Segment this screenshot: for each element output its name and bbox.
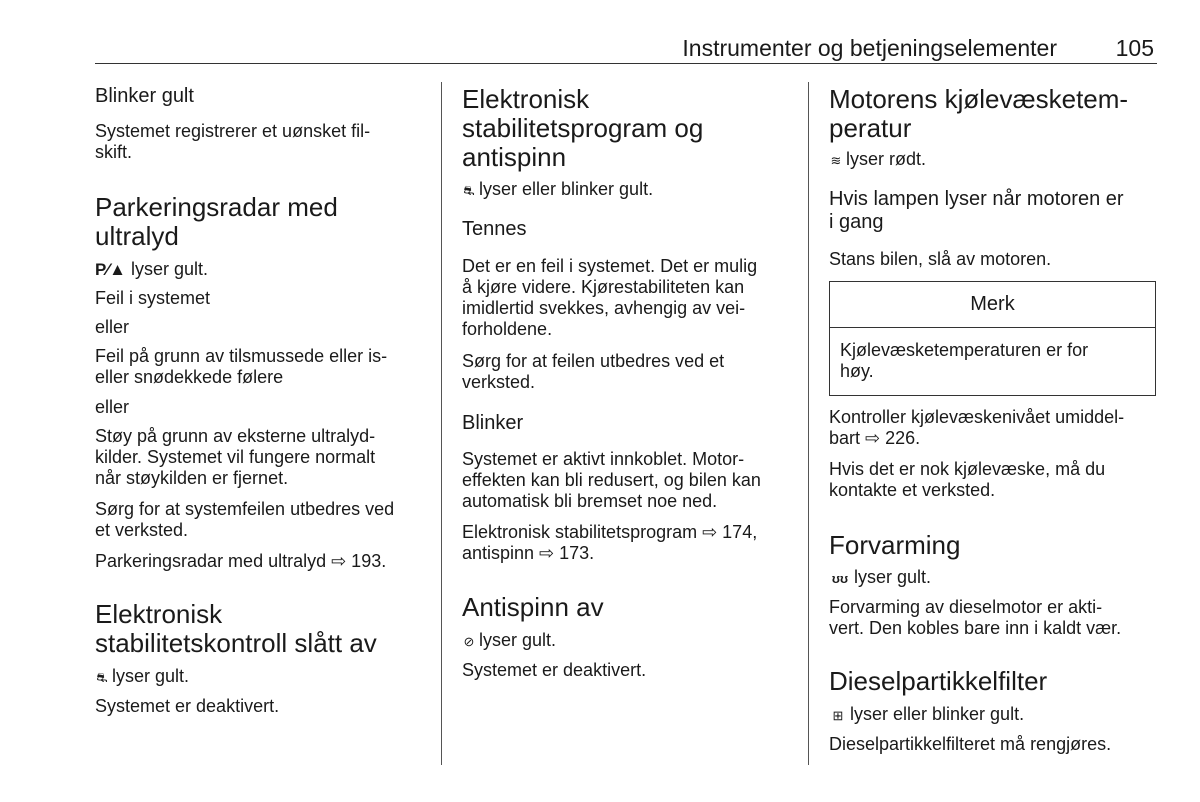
indicator-text: lyser eller blinker gult. — [479, 179, 654, 199]
paragraph: Forvarming av dieselmotor er akti- vert. Den kobles bare inn i kaldt vær. — [829, 597, 1122, 638]
indicator-text: lyser gult. — [479, 630, 557, 650]
paragraph: Støy på grunn av eksterne ultralyd- kilder. Systemet vil fungere normalt når støykilden er fjernet. — [95, 426, 376, 488]
section-heading: Elektronisk stabilitetsprogram og antispinn — [462, 84, 704, 172]
indicator-line — [829, 567, 1159, 589]
subsection-heading: Blinker — [462, 412, 524, 434]
esc-off-icon: ⛐ — [96, 670, 108, 685]
paragraph: Dieselpartikkelfilteret må rengjøres. — [829, 734, 1112, 754]
indicator-text: lyser eller blinker gult. — [850, 704, 1025, 724]
paragraph: Systemet er aktivt innkoblet. Motor- effekten kan bli redusert, og bilen kan automatisk bli bremset noe ned. — [462, 449, 761, 511]
coolant-temperature-icon: ≋ — [830, 153, 842, 168]
paragraph: eller — [95, 397, 130, 417]
paragraph: Feil på grunn av tilsmussede eller is- eller snødekkede følere — [95, 346, 388, 387]
section-heading: Forvarming — [829, 530, 961, 560]
indicator-line — [462, 179, 792, 201]
preheat-coil-icon: ʊʊ — [831, 571, 849, 586]
paragraph: Sørg for at systemfeilen utbedres ved et verksted. — [95, 499, 395, 540]
cross-reference: Elektronisk stabilitetsprogram ⇨ 174, antispinn ⇨ 173. — [462, 522, 758, 563]
note-text: Kjølevæsketemperaturen er for høy. — [840, 340, 1089, 381]
section-heading: Parkeringsradar med ultralyd — [95, 192, 338, 251]
page-number: 105 — [1115, 35, 1154, 61]
section-heading: Dieselpartikkelfilter — [829, 666, 1048, 696]
subsection-heading: Hvis lampen lyser når motoren er i gang — [829, 188, 1124, 233]
indicator-text: lyser rødt. — [846, 149, 927, 169]
indicator-line — [829, 149, 1159, 171]
indicator-text: lyser gult. — [854, 567, 932, 587]
section-heading: Motorens kjølevæsketem- peratur — [829, 84, 1129, 143]
paragraph: eller — [95, 317, 130, 337]
note-box — [829, 281, 1156, 396]
column-divider — [808, 82, 809, 765]
esp-icon: ⛐ — [463, 183, 475, 198]
page-header — [95, 34, 1157, 64]
indicator-line — [95, 259, 425, 280]
paragraph: Systemet er deaktivert. — [95, 696, 280, 716]
cross-reference: Parkeringsradar med ultralyd ⇨ 193. — [95, 551, 387, 571]
indicator-text: lyser gult. — [112, 666, 190, 686]
paragraph: Det er en feil i systemet. Det er mulig å kjøre videre. Kjørestabiliteten kan imidlertid svekkes, avhengig av vei- forholdene. — [462, 256, 758, 339]
chapter-title: Instrumenter og betjeningselementer — [682, 35, 1057, 61]
paragraph: Stans bilen, slå av motoren. — [829, 249, 1052, 269]
section-heading: Antispinn av — [462, 592, 604, 622]
paragraph: Systemet er deaktivert. — [462, 660, 647, 680]
note-heading: Merk — [830, 282, 1155, 328]
indicator-line — [95, 666, 425, 688]
subsection-heading: Tennes — [462, 218, 527, 240]
column-divider — [441, 82, 442, 765]
paragraph: Sørg for at feilen utbedres ved et verksted. — [462, 351, 725, 392]
parking-radar-icon: P⁄▲ — [95, 260, 127, 279]
paragraph: Systemet registrerer et uønsket fil- skift. — [95, 121, 371, 162]
antispin-off-icon: ⊘ — [463, 634, 475, 649]
section-heading: Elektronisk stabilitetskontroll slått av — [95, 599, 377, 658]
paragraph: Feil i systemet — [95, 288, 211, 308]
paragraph: Hvis det er nok kjølevæske, må du kontakte et verksted. — [829, 459, 1106, 500]
section-heading: Blinker gult — [95, 85, 194, 107]
indicator-line — [462, 630, 792, 652]
particle-filter-icon: ⊞ — [832, 708, 844, 723]
cross-reference: Kontroller kjølevæskenivået umiddel- bart ⇨ 226. — [829, 407, 1125, 448]
indicator-line — [829, 704, 1159, 726]
indicator-text: lyser gult. — [131, 259, 209, 279]
